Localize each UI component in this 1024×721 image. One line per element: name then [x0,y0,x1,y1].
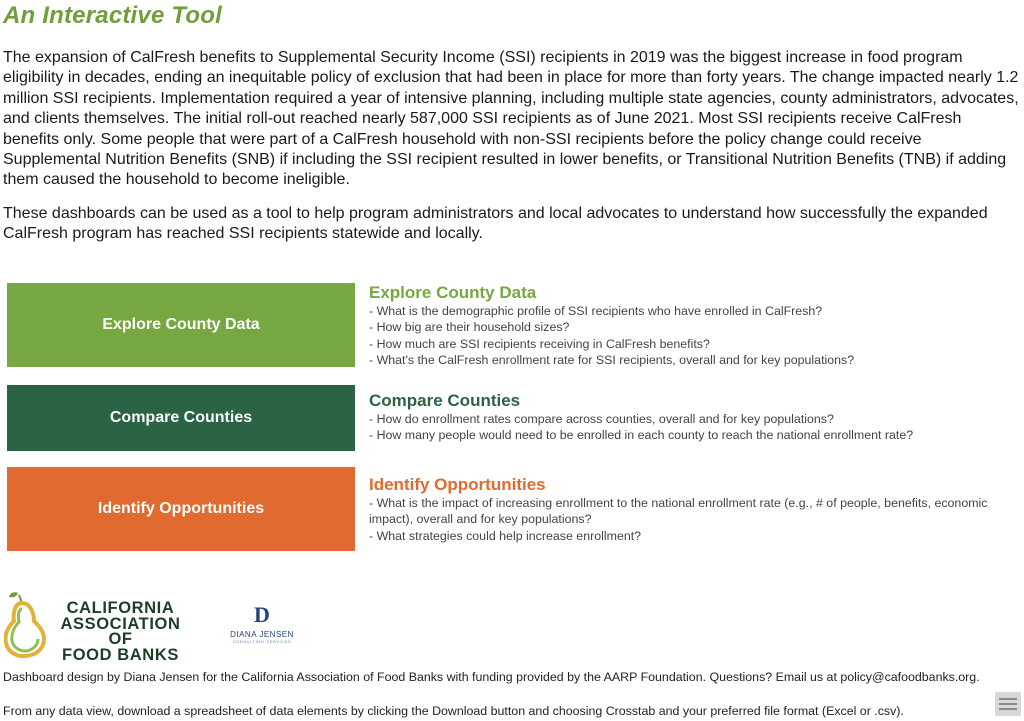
page-title: An Interactive Tool [3,2,222,29]
question-item: - How big are their household sizes? [369,320,570,335]
compare-counties-section [369,390,1019,444]
cafb-wordmark [57,601,184,663]
cafb-line-3: FOOD BANKS [62,645,179,664]
purpose-paragraph: These dashboards can be used as a tool to help program administrators and local advocates to understand how successfully the expanded CalFresh program has reached SSI recipients statewide and locally. [3,205,988,243]
pear-logo-icon [4,589,50,659]
identify-opportunities-section [369,474,1019,544]
credit-text: Dashboard design by Diana Jensen for the California Association of Food Banks with funding provided by the AARP Foundation. Questions? Email us at policy@cafoodbanks.org. [3,670,980,684]
compare-counties-label: Compare Counties [109,409,253,426]
question-item: - What is the impact of increasing enrollment to the national enrollment rate (e.g., # of people, benefits, economic impact), overall and for key populations? [369,496,988,527]
explore-county-data-section [369,282,1019,368]
compare-counties-questions [369,411,1019,444]
hamburger-menu-icon[interactable] [995,692,1021,716]
question-item: - How much are SSI recipients receiving in CalFresh benefits? [369,336,710,351]
question-item: - What's the CalFresh enrollment rate for SSI recipients, overall and for key populations? [369,352,855,367]
download-instructions: From any data view, download a spreadsheet of data elements by clicking the Download button and choosing Crosstab and your preferred file format (Excel or .csv). [3,704,904,718]
question-item: - How many people would need to be enrolled in each county to reach the national enrollment rate? [369,428,914,443]
cafb-logo [4,589,184,664]
compare-counties-heading: Compare Counties [369,391,521,410]
explore-county-data-button[interactable] [7,283,355,367]
diana-jensen-logo [226,604,298,644]
question-item: - How do enrollment rates compare across counties, overall and for key populations? [369,412,834,426]
identify-opportunities-label: Identify Opportunities [97,500,265,517]
question-item: - What is the demographic profile of SSI recipients who have enrolled in CalFresh? [369,304,823,318]
explore-county-data-label: Explore County Data [102,316,260,333]
diana-jensen-sub: CONSULTING SERVICES [232,639,292,644]
explore-county-data-questions [369,303,1019,368]
identify-opportunities-heading: Identify Opportunities [369,475,546,494]
question-item: - What strategies could help increase enrollment? [369,528,642,543]
dj-monogram-icon: D [254,602,270,627]
identify-opportunities-questions [369,495,1019,544]
compare-counties-button[interactable] [7,385,355,451]
cafb-line-1: CALIFORNIA [66,599,175,617]
explore-county-data-heading: Explore County Data [369,283,537,302]
cafb-line-2: ASSOCIATION OF [60,614,181,648]
diana-jensen-name: DIANA JENSEN [230,630,294,639]
intro-paragraph: The expansion of CalFresh benefits to Supplemental Security Income (SSI) recipients in 2019 was the biggest increase in food program eligibility in decades, ending an inequitable policy of exclusion that had been in place for more than forty years. The change impacted nearly 1.2 million SSI recipients. Implementation required a year of intensive planning, including multiple state agencies, county administrators, advocates, and clients themselves. The initial roll-out reached nearly 587,000 SSI recipients as of June 2021. Most SSI recipients receive CalFresh benefits only. Some people that were part of a CalFresh household with non-SSI recipients before the policy change could receive Supplemental Nutrition Benefits (SNB) if including the SSI recipient resulted in lower benefits, or Transitional Nutrition Benefits (TNB) if adding them caused the household to become ineligible. [3,49,1019,189]
identify-opportunities-button[interactable] [7,467,355,551]
